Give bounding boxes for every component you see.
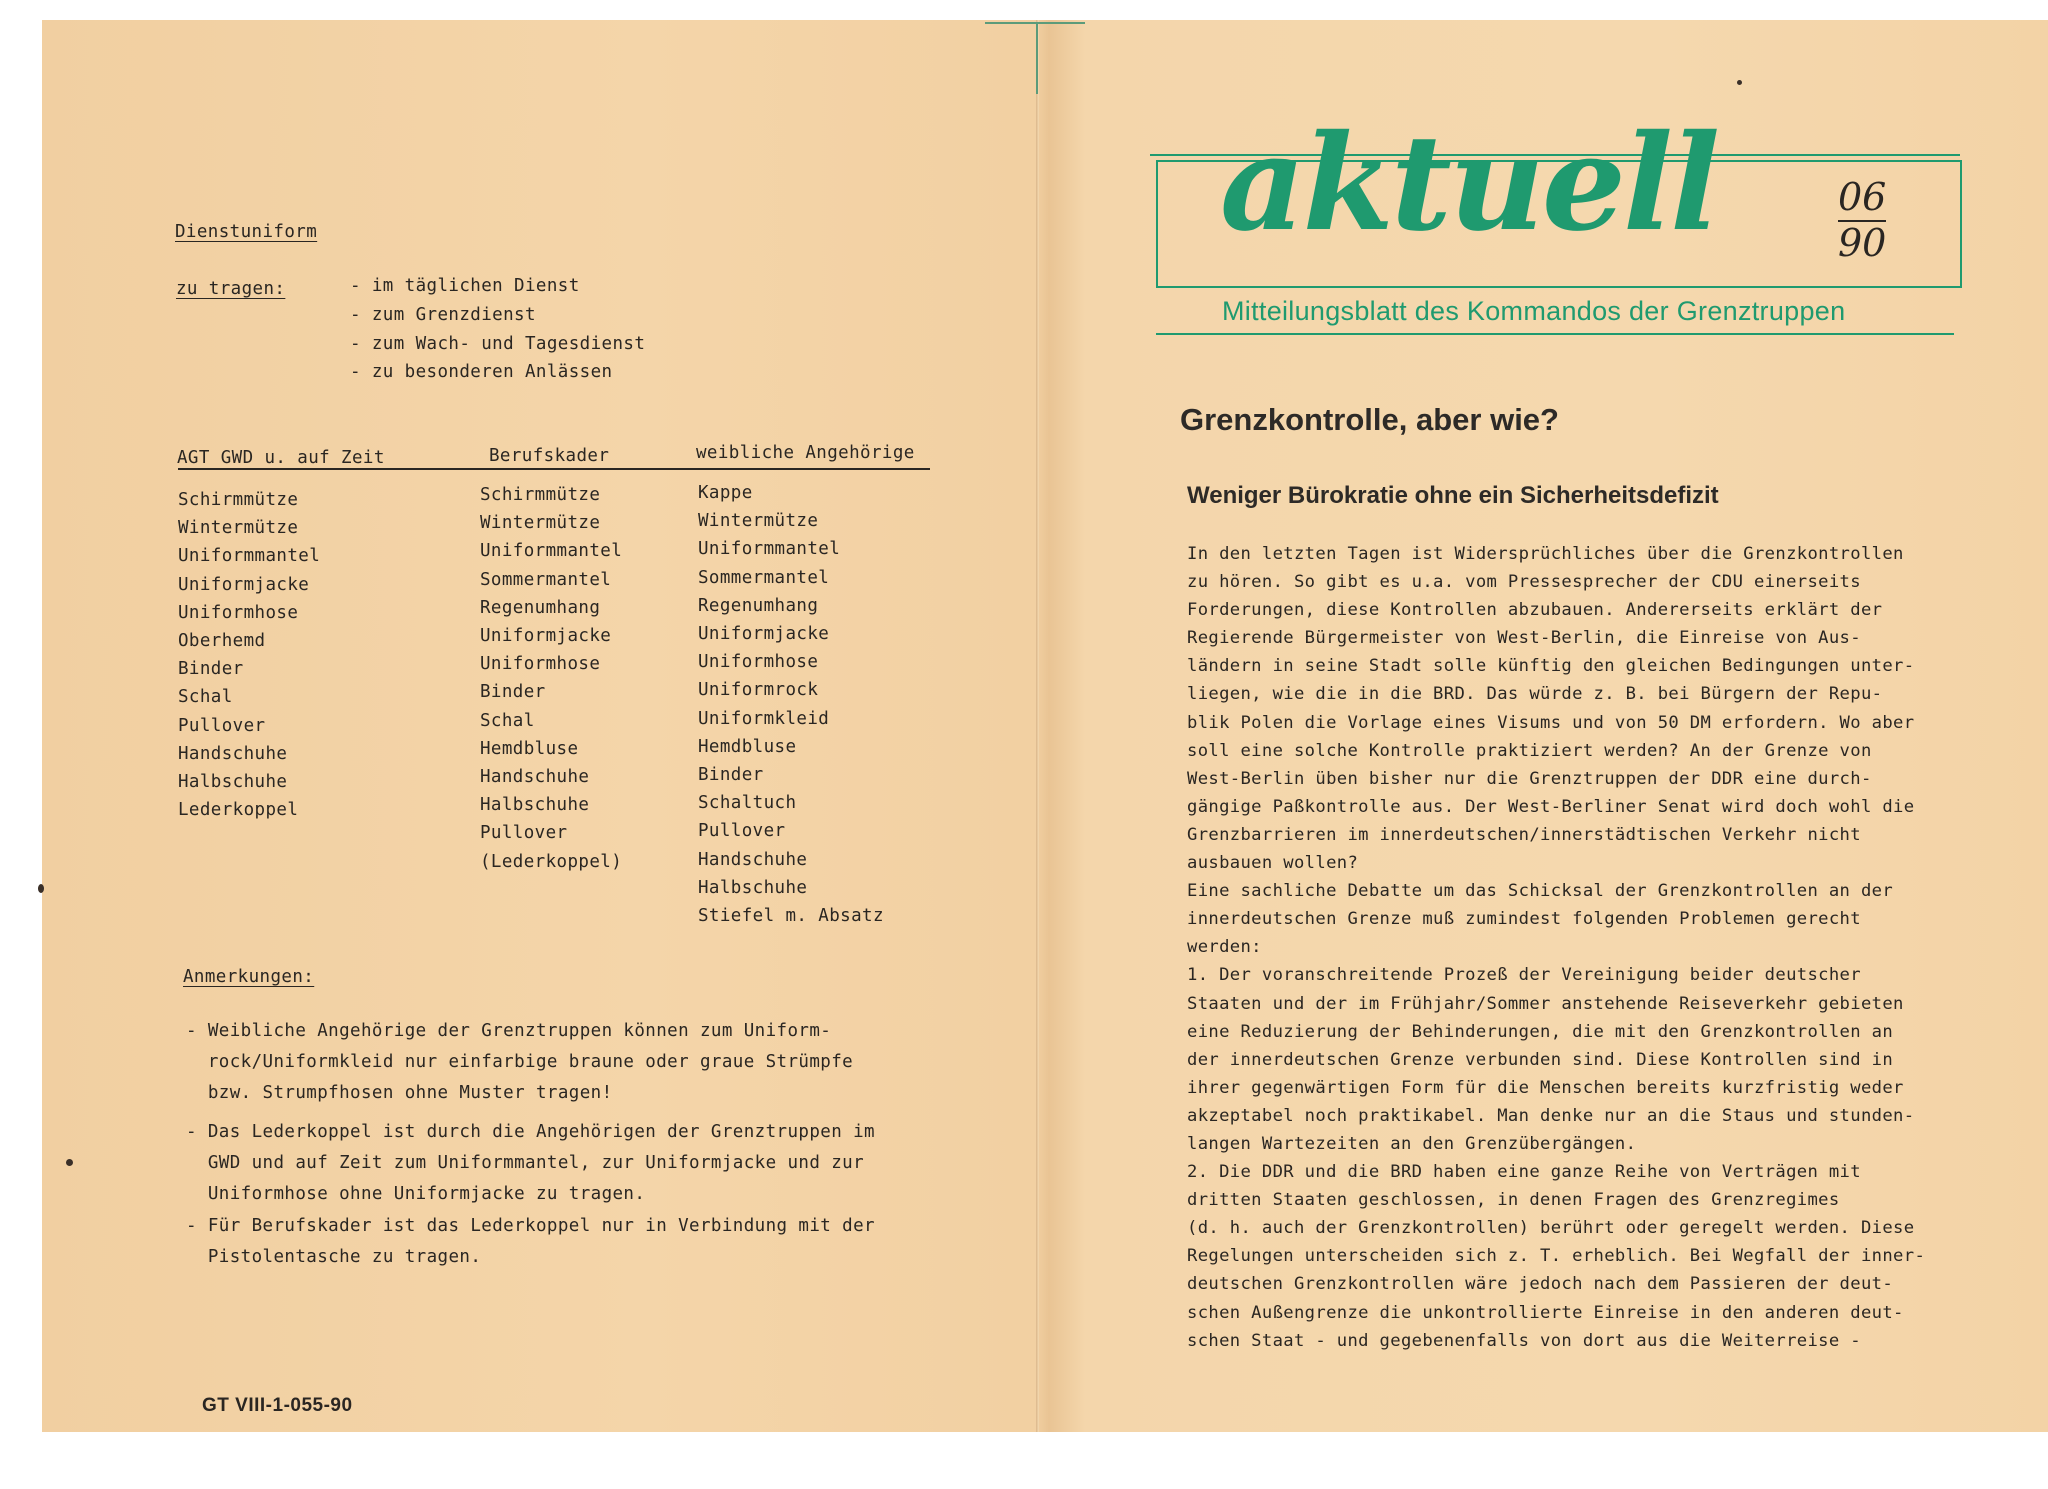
clothing-item: Uniformhose [698,652,819,673]
clothing-item: Uniformrock [698,680,819,701]
clothing-item: Pullover [178,715,266,736]
issue-no: 06 [1838,175,1887,219]
clothing-item: Sommermantel [480,569,612,590]
clothing-item: Wintermütze [480,513,601,534]
wear-label: zu tragen: [176,279,286,299]
registration-mark [1036,22,1038,94]
clothing-item: Regenumhang [480,597,601,618]
clothing-item: Uniformmantel [698,539,841,560]
masthead-underline [1156,333,1954,335]
clothing-item: Uniformhose [178,602,299,623]
clothing-item: Pullover [698,821,786,842]
clothing-item: Sommermantel [698,567,830,588]
issue-year: 90 [1838,220,1887,265]
issue-number [1838,175,1887,265]
remark-item: - Für Berufskader ist das Lederkoppel nur in Verbindung mit der Pistolentasche zu tragen. [186,1216,875,1267]
clothing-item: Uniformjacke [178,574,310,595]
column-header-agt: AGT GWD u. auf Zeit [177,448,385,468]
header-rule [178,468,930,470]
clothing-item: Lederkoppel [178,800,299,821]
column-header-beruf: Berufskader [489,446,610,466]
clothing-item: Schaltuch [698,793,797,814]
clothing-item: Uniformkleid [698,708,830,729]
clothing-item: Pullover [480,823,568,844]
registration-mark [985,22,1085,24]
aktuell-logo: aktuell [1220,106,1718,261]
article-body: In den letzten Tagen ist Widersprüchliches über die Grenzkontrollen zu hören. So gibt es u.a. vom Pressesprecher der CDU einerseits Forderungen, diese Kontrollen abzubauen. Andererseits erklärt der Regierende Bürgermeister von West-Berlin, die Einreise von Aus- ländern in seine Stadt solle künftig den gleichen Bedingungen unter- liegen, wie die in die BRD. Das würde z. B. bei Bürgern der Repu- blik Polen die Vorlage eines Visums und von 50 DM erfordern. Wo aber soll eine solche Kontrolle praktiziert werden? An der Grenze von West-Berlin üben bisher nur die Grenztruppen der DDR eine durch- gängige Paßkontrolle aus. Der West-Berliner Senat wird doch wohl die Grenzbarrieren im innerdeutschen/innerstädtischen Verkehr nicht ausbauen wollen? Eine sachliche Debatte um das Schicksal der Grenzkontrollen an der innerdeutschen Grenze muß zumindest folgenden Problemen gerecht werden: 1. Der voranschreitende Prozeß der Vereinigung beider deutscher Staaten und der im Frühjahr/Sommer anstehende Reiseverkehr gebieten eine Reduzierung der Behinderungen, die mit den Grenzkontrollen an der innerdeutschen Grenze verbunden sind. Diese Kontrollen sind in ihrer gegenwärtigen Form für die Menschen bereits kurzfristig weder akzeptabel noch praktikabel. Man denke nur an die Staus und stunden- langen Wartezeiten an den Grenzübergängen. 2. Die DDR und die BRD haben eine ganze Reihe von Verträgen mit dritten Staaten geschlossen, in denen Fragen des Grenzregimes (d. h. auch der Grenzkontrollen) berührt oder geregelt werden. Diese Regelungen unterscheiden sich z. T. erheblich. Bei Wegfall der inner- deutschen Grenzkontrollen wäre jedoch nach dem Passieren der deut- schen Außengrenze die unkontrollierte Einreise in den anderen deut- schen Staat - und gegebenenfalls von dort aus die Weiterreise - [1187,544,1926,1351]
clothing-item: Hemdbluse [480,738,579,759]
clothing-item: Stiefel m. Absatz [698,906,884,926]
article-headline: Grenzkontrolle, aber wie? [1180,402,1559,437]
clothing-item: Handschuhe [698,849,808,870]
clothing-item: Schal [480,710,535,731]
paper-speck [1737,80,1742,85]
occasion-item: - im täglichen Dienst [350,276,580,296]
clothing-item: Uniformjacke [480,626,612,646]
column-header-weiblich: weibliche Angehörige [696,443,915,463]
paper-speck [66,1159,73,1166]
clothing-item: Uniformmantel [480,541,623,562]
clothing-item: Halbschuhe [178,772,288,792]
clothing-item: Wintermütze [178,518,299,539]
clothing-item: Handschuhe [178,743,288,764]
occasion-item: - zum Wach- und Tagesdienst [350,334,646,354]
clothing-item: Kappe [698,483,753,503]
clothing-item: Halbschuhe [480,795,590,816]
clothing-item: (Lederkoppel) [480,851,623,872]
clothing-item: Schirmmütze [178,490,299,510]
occasion-item: - zum Grenzdienst [350,305,536,325]
clothing-item: Oberhemd [178,631,266,651]
center-fold [1036,20,1039,1432]
masthead-subtitle: Mitteilungsblatt des Kommandos der Grenztruppen [1222,296,1846,326]
clothing-item: Hemdbluse [698,736,797,757]
paper-speck [38,884,44,893]
clothing-item: Regenumhang [698,595,819,616]
clothing-item: Halbschuhe [698,877,808,898]
remark-item: - Das Lederkoppel ist durch die Angehörigen der Grenztruppen im GWD und auf Zeit zum Uniformmantel, zur Uniformjacke und zur Uniformhose ohne Uniformjacke zu tragen. [186,1122,875,1204]
clothing-item: Binder [698,765,764,785]
clothing-item: Wintermütze [698,511,819,532]
clothing-item: Uniformmantel [178,546,321,567]
occasion-item: - zu besonderen Anlässen [350,362,613,382]
document-code: GT VIII-1-055-90 [202,1395,353,1416]
clothing-item: Binder [178,659,244,680]
clothing-item: Binder [480,682,546,703]
clothing-item: Schal [178,687,233,708]
clothing-item: Uniformhose [480,654,601,675]
remark-item: - Weibliche Angehörige der Grenztruppen können zum Uniform- rock/Uniformkleid nur einfarbige braune oder graue Strümpfe bzw. Strumpfhosen ohne Muster tragen! [186,1021,854,1103]
clothing-item: Handschuhe [480,767,590,787]
remarks-title: Anmerkungen: [183,967,315,987]
article-subheadline: Weniger Bürokratie ohne ein Sicherheitsdefizit [1187,482,1719,509]
section-title: Dienstuniform [175,222,318,242]
clothing-item: Schirmmütze [480,485,601,505]
clothing-item: Uniformjacke [698,624,830,644]
